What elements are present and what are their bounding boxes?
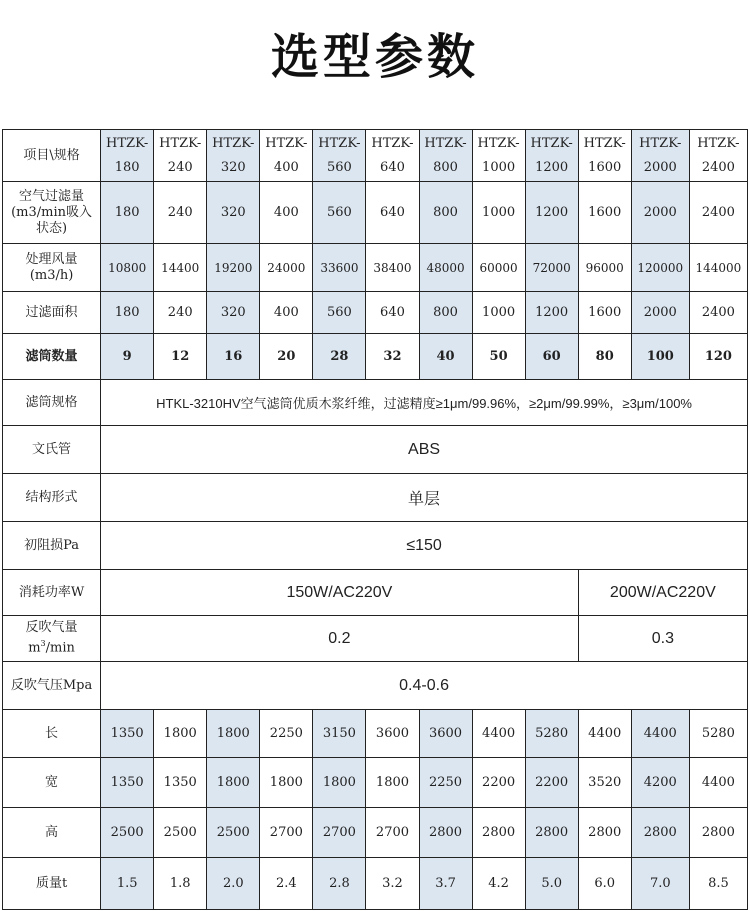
model-number: 640 — [380, 159, 405, 175]
row-label-line: 状态) — [36, 220, 68, 236]
table-cell: 4400 — [631, 710, 689, 758]
table-cell: 1600 — [578, 292, 631, 334]
model-prefix: HTZK- — [318, 135, 361, 151]
table-cell: 2800 — [578, 808, 631, 858]
table-cell: 2800 — [419, 808, 472, 858]
table-cell: 9 — [101, 334, 154, 380]
row-label-line: 处理风量 — [25, 251, 78, 267]
table-cell: 16 — [207, 334, 260, 380]
model-prefix: HTZK- — [477, 135, 520, 151]
table-cell: 320 — [207, 292, 260, 334]
model-header — [366, 130, 419, 182]
table-cell: 3600 — [366, 710, 419, 758]
table-cell: 1350 — [154, 758, 207, 808]
table-cell: 3.7 — [419, 858, 472, 910]
table-cell: 320 — [207, 182, 260, 244]
table-cell: 1800 — [154, 710, 207, 758]
table-cell: 1600 — [578, 182, 631, 244]
table-cell: 1000 — [472, 292, 525, 334]
table-cell: 120 — [689, 334, 747, 380]
table-cell: 14400 — [154, 244, 207, 292]
table-cell: 80 — [578, 334, 631, 380]
row-label-structure: 结构形式 — [3, 474, 101, 522]
table-cell: 1800 — [313, 758, 366, 808]
table-cell: 32 — [366, 334, 419, 380]
model-prefix: HTZK- — [159, 135, 202, 151]
model-header — [419, 130, 472, 182]
model-header — [207, 130, 260, 182]
model-header — [154, 130, 207, 182]
table-cell: 1200 — [525, 292, 578, 334]
table-cell: 1800 — [207, 710, 260, 758]
model-number: 240 — [167, 159, 193, 175]
table-cell-span-b: 0.3 — [578, 616, 747, 662]
table-row-filter_area — [3, 292, 748, 334]
table-cell: 96000 — [578, 244, 631, 292]
table-header-row — [3, 130, 748, 182]
table-cell: 1200 — [525, 182, 578, 244]
table-cell: 8.5 — [689, 858, 747, 910]
model-number: 1600 — [588, 159, 622, 175]
model-header — [578, 130, 631, 182]
model-header — [260, 130, 313, 182]
row-label-cartridge_count: 滤筒数量 — [3, 334, 101, 380]
model-header — [472, 130, 525, 182]
table-cell: 3.2 — [366, 858, 419, 910]
table-cell: 800 — [419, 292, 472, 334]
table-cell: 2200 — [525, 758, 578, 808]
model-header — [631, 130, 689, 182]
table-cell: 28 — [313, 334, 366, 380]
table-cell: 800 — [419, 182, 472, 244]
table-cell: 2.8 — [313, 858, 366, 910]
table-cell: 5.0 — [525, 858, 578, 910]
spec-table — [2, 129, 748, 910]
table-cell-span: ≤150 — [101, 522, 748, 570]
table-row-cartridge_spec — [3, 380, 748, 426]
table-cell: 240 — [154, 292, 207, 334]
model-number: 2400 — [701, 159, 735, 175]
table-row-initial_resistance — [3, 522, 748, 570]
table-cell: 2500 — [101, 808, 154, 858]
model-number: 1000 — [482, 159, 516, 175]
table-cell: 120000 — [631, 244, 689, 292]
table-row-length — [3, 710, 748, 758]
table-row-mass — [3, 858, 748, 910]
table-cell: 24000 — [260, 244, 313, 292]
table-cell: 100 — [631, 334, 689, 380]
model-header — [525, 130, 578, 182]
table-cell: 6.0 — [578, 858, 631, 910]
table-cell: 4400 — [689, 758, 747, 808]
row-label-line: 空气过滤量 — [19, 188, 85, 204]
table-cell: 4200 — [631, 758, 689, 808]
table-cell: 12 — [154, 334, 207, 380]
table-cell: 640 — [366, 182, 419, 244]
model-prefix: HTZK- — [583, 135, 626, 151]
table-cell: 4400 — [472, 710, 525, 758]
row-label-initial_resistance: 初阻损Pa — [3, 522, 101, 570]
table-cell: 1800 — [207, 758, 260, 808]
table-cell: 144000 — [689, 244, 747, 292]
page-title: 选型参数 — [270, 29, 479, 85]
table-row-power — [3, 570, 748, 616]
table-cell: 48000 — [419, 244, 472, 292]
table-cell: 3600 — [419, 710, 472, 758]
table-cell: 560 — [313, 182, 366, 244]
table-row-blowback_volume — [3, 616, 748, 662]
model-number: 320 — [220, 159, 246, 175]
model-prefix: HTZK- — [697, 135, 740, 151]
table-cell-span-a: 0.2 — [101, 616, 579, 662]
table-cell: 2500 — [207, 808, 260, 858]
row-label-airflow — [3, 244, 101, 292]
row-label-power: 消耗功率W — [3, 570, 101, 616]
table-cell: 2000 — [631, 182, 689, 244]
row-label-line: (m3/min吸入 — [11, 204, 93, 220]
table-cell: 10800 — [101, 244, 154, 292]
table-cell: 1.8 — [154, 858, 207, 910]
table-cell: 7.0 — [631, 858, 689, 910]
table-cell: 2400 — [689, 292, 747, 334]
model-prefix: HTZK- — [212, 135, 255, 151]
row-label-venturi: 文氏管 — [3, 426, 101, 474]
table-cell: 2800 — [525, 808, 578, 858]
table-cell: 1000 — [472, 182, 525, 244]
table-cell-span-b: 200W/AC220V — [578, 570, 747, 616]
row-label-height: 高 — [3, 808, 101, 858]
model-prefix: HTZK- — [265, 135, 308, 151]
model-header — [313, 130, 366, 182]
row-label-blowback_volume — [3, 616, 101, 662]
row-label-blowback_pressure: 反吹气压Mpa — [3, 662, 101, 710]
table-row-width — [3, 758, 748, 808]
row-label-line: 反吹气量 — [25, 620, 78, 636]
model-prefix: HTZK- — [639, 135, 682, 151]
table-cell: 60 — [525, 334, 578, 380]
row-label-line: (m3/h) — [29, 267, 74, 283]
table-cell: 2800 — [631, 808, 689, 858]
row-label-air_volume — [3, 182, 101, 244]
table-cell: 20 — [260, 334, 313, 380]
table-cell: 3520 — [578, 758, 631, 808]
table-cell-span: ABS — [101, 426, 748, 474]
table-cell: 2700 — [366, 808, 419, 858]
table-cell: 38400 — [366, 244, 419, 292]
table-cell: 2700 — [313, 808, 366, 858]
table-cell: 40 — [419, 334, 472, 380]
model-number: 560 — [326, 159, 352, 175]
table-cell-span: 单层 — [101, 474, 748, 522]
table-cell: 5280 — [525, 710, 578, 758]
table-cell: 1350 — [101, 758, 154, 808]
table-cell: 33600 — [313, 244, 366, 292]
table-cell: 400 — [260, 292, 313, 334]
table-cell: 2800 — [472, 808, 525, 858]
table-cell: 72000 — [525, 244, 578, 292]
header-label: 项目\规格 — [3, 130, 101, 182]
row-label-filter_area: 过滤面积 — [3, 292, 101, 334]
table-cell: 560 — [313, 292, 366, 334]
table-cell: 60000 — [472, 244, 525, 292]
table-row-cartridge_count — [3, 334, 748, 380]
table-cell: 180 — [101, 292, 154, 334]
row-label-length: 长 — [3, 710, 101, 758]
model-prefix: HTZK- — [424, 135, 467, 151]
model-number: 800 — [433, 159, 458, 175]
table-cell: 2000 — [631, 292, 689, 334]
row-label-mass: 质量t — [3, 858, 101, 910]
table-cell: 1800 — [260, 758, 313, 808]
table-cell: 4.2 — [472, 858, 525, 910]
model-header — [101, 130, 154, 182]
table-cell: 1.5 — [101, 858, 154, 910]
table-cell: 2200 — [472, 758, 525, 808]
table-cell: 3150 — [313, 710, 366, 758]
model-prefix: HTZK- — [106, 135, 149, 151]
table-cell: 2700 — [260, 808, 313, 858]
table-cell: 2250 — [260, 710, 313, 758]
model-number: 2000 — [643, 159, 677, 175]
table-cell: 240 — [154, 182, 207, 244]
table-cell: 2400 — [689, 182, 747, 244]
table-row-airflow — [3, 244, 748, 292]
table-row-air_volume — [3, 182, 748, 244]
table-row-venturi — [3, 426, 748, 474]
model-number: 400 — [273, 159, 299, 175]
row-label-cartridge_spec: 滤筒规格 — [3, 380, 101, 426]
model-number: 180 — [114, 159, 140, 175]
table-cell: 2500 — [154, 808, 207, 858]
table-cell: 50 — [472, 334, 525, 380]
table-cell: 400 — [260, 182, 313, 244]
model-prefix: HTZK- — [530, 135, 573, 151]
table-row-height — [3, 808, 748, 858]
table-cell: 2.0 — [207, 858, 260, 910]
table-cell: 2800 — [689, 808, 747, 858]
table-cell: 4400 — [578, 710, 631, 758]
table-cell: 180 — [101, 182, 154, 244]
model-number: 1200 — [535, 159, 569, 175]
table-cell: 2.4 — [260, 858, 313, 910]
row-label-unit: $m^3/\min$ — [28, 639, 75, 656]
table-cell: 1800 — [366, 758, 419, 808]
table-cell-span: 0.4-0.6 — [101, 662, 748, 710]
table-cell: 5280 — [689, 710, 747, 758]
table-cell: 2250 — [419, 758, 472, 808]
model-header — [689, 130, 747, 182]
table-cell-span: HTKL-3210HV空气滤筒优质木浆纤维，过滤精度≥1μm/99.96%，≥2μm/99.99%，≥3μm/100% — [101, 380, 748, 426]
row-label-width: 宽 — [3, 758, 101, 808]
table-cell: 640 — [366, 292, 419, 334]
table-cell: 1350 — [101, 710, 154, 758]
table-row-blowback_pressure — [3, 662, 748, 710]
table-row-structure — [3, 474, 748, 522]
table-cell: 19200 — [207, 244, 260, 292]
table-cell-span-a: 150W/AC220V — [101, 570, 579, 616]
model-prefix: HTZK- — [371, 135, 414, 151]
